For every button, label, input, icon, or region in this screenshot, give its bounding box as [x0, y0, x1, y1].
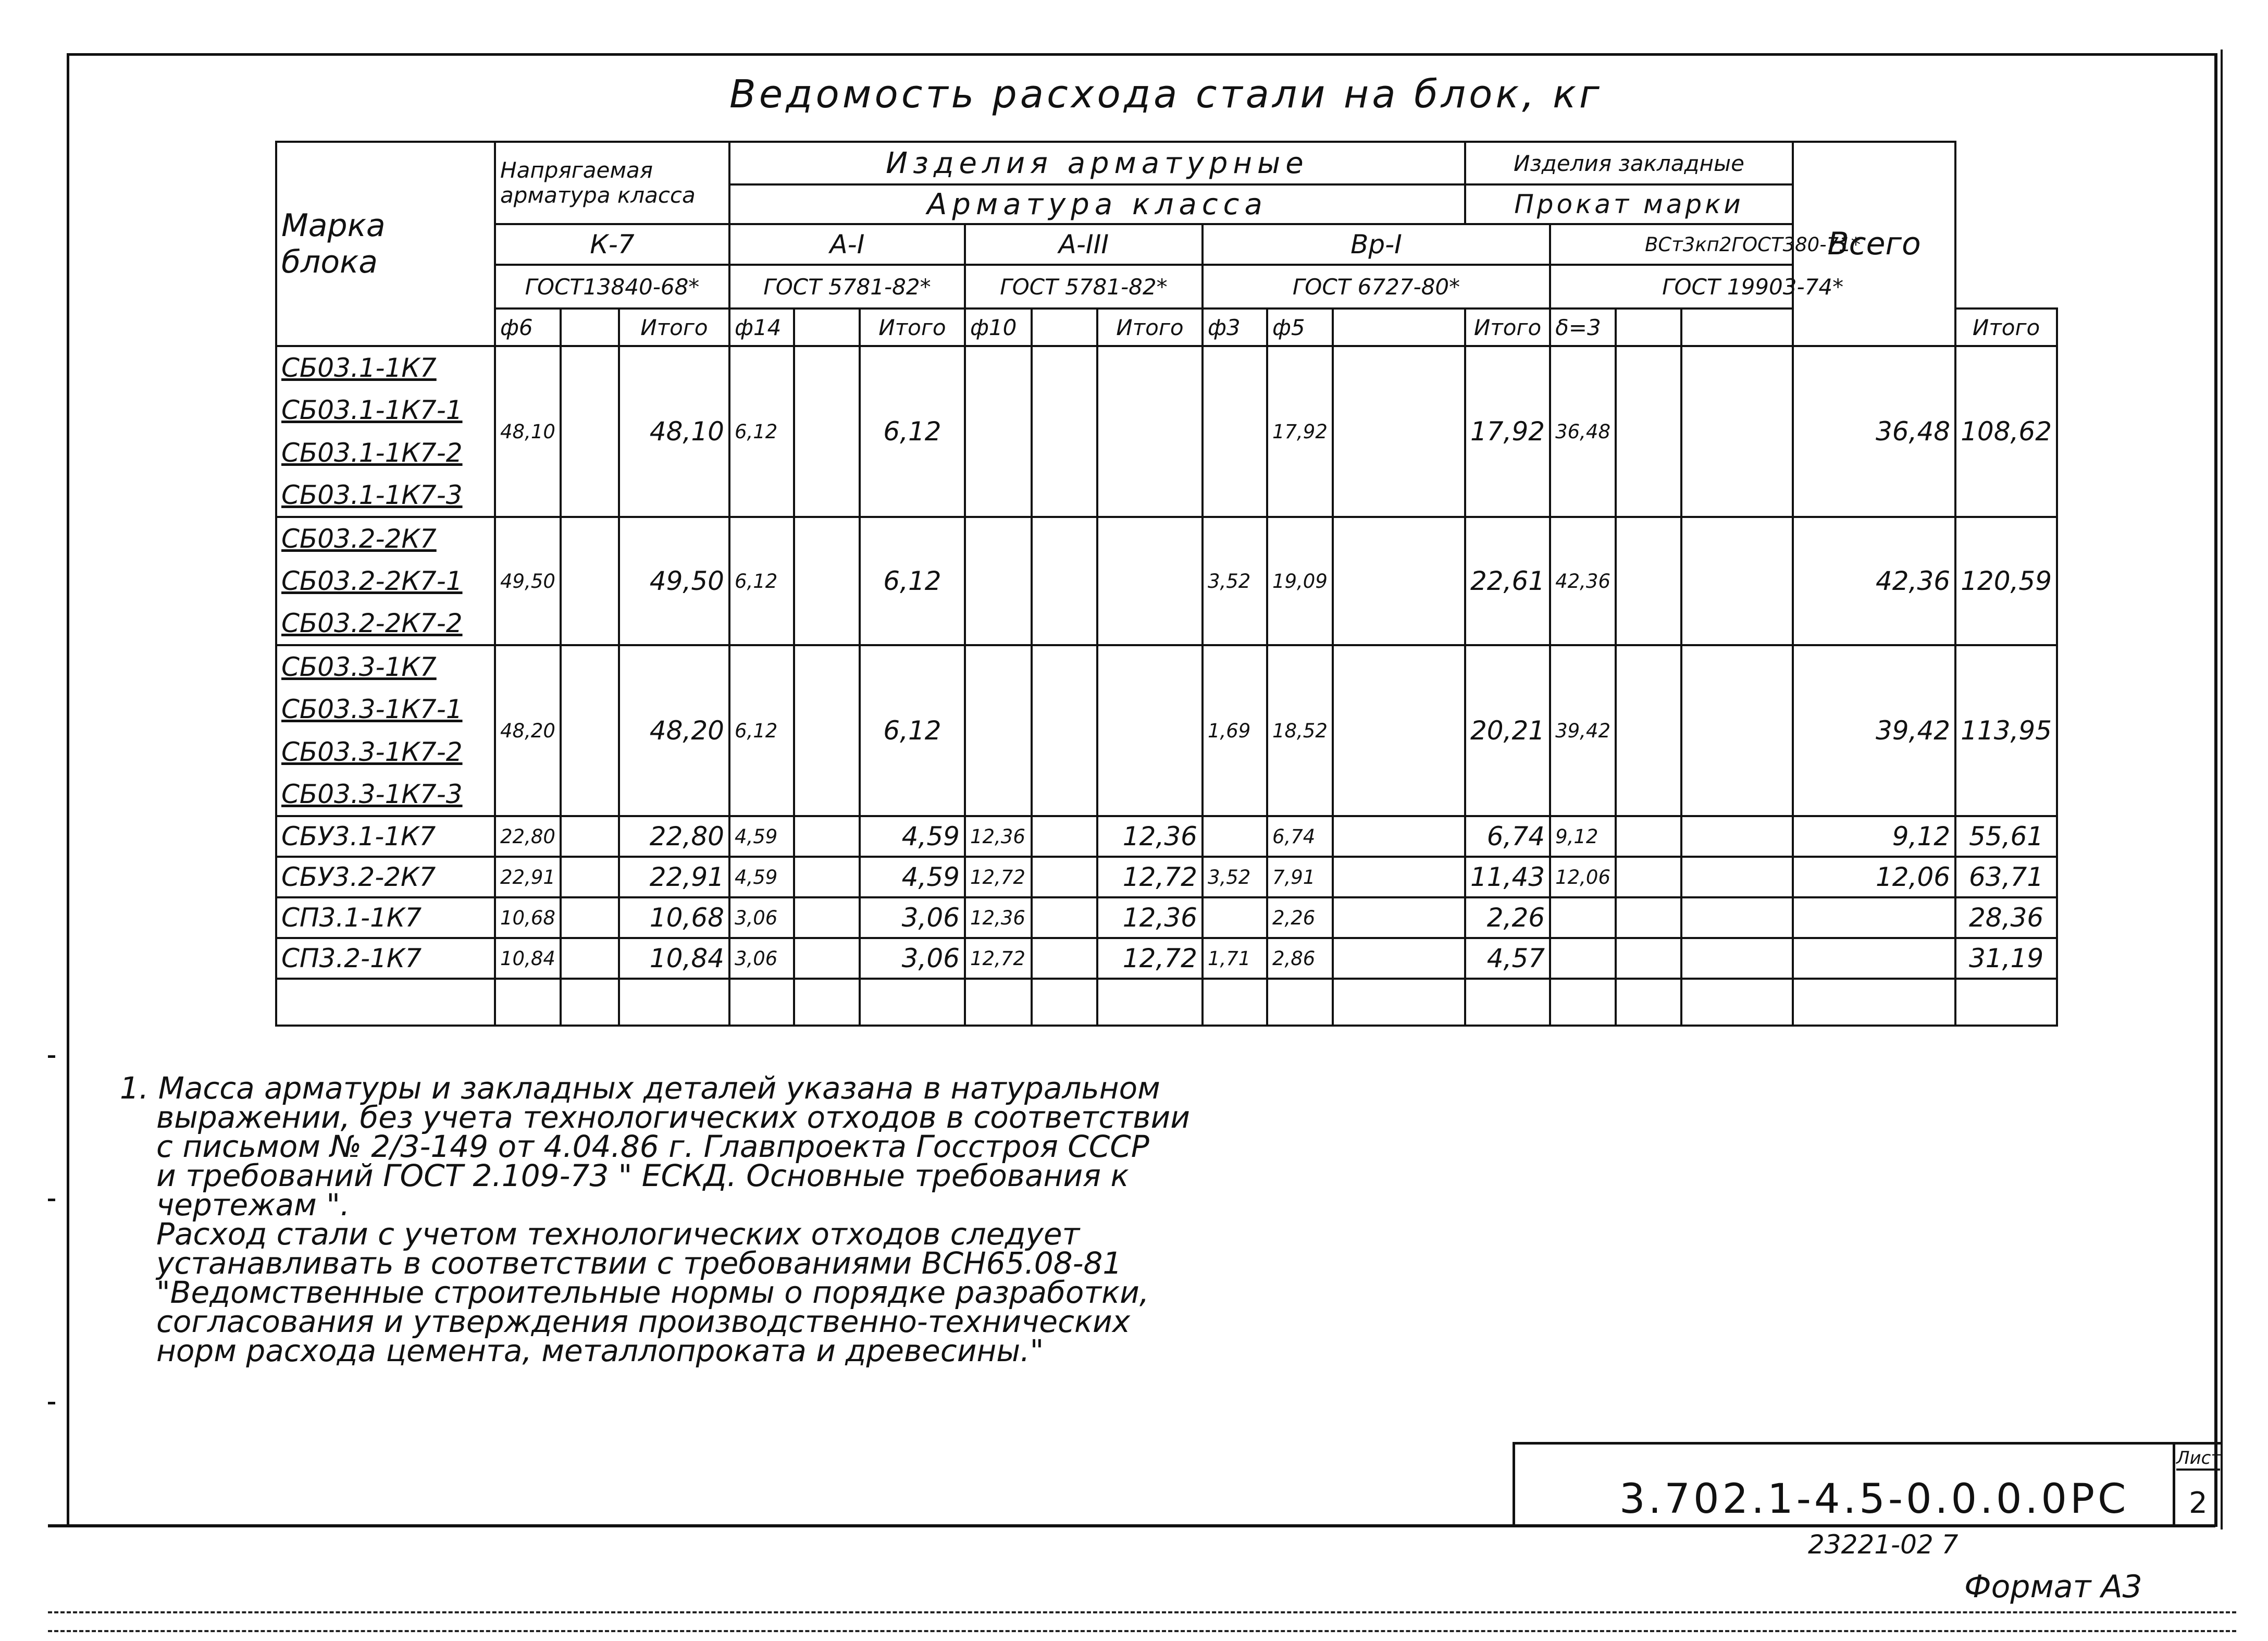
sheet-number-box: [2173, 1442, 2221, 1527]
cell-k7-itogo: 22,91: [619, 857, 729, 897]
col-header-gost-a3: ГОСТ 5781-82*: [965, 265, 1203, 309]
cell-k7: 48,20: [495, 645, 561, 816]
cell-bp3: [1203, 897, 1267, 938]
col-header-itogo: Итого: [1955, 309, 2057, 346]
block-mark: СБ03.3-1К7: [276, 645, 495, 688]
block-mark: СБ03.2-2К7-1: [276, 560, 495, 602]
col-header-izd-zakl: Изделия закладные: [1465, 142, 1793, 184]
inventory-number: 23221-02 7: [1808, 1529, 1959, 1560]
margin-tick: [48, 1199, 55, 1201]
cell-bp-itogo: 4,57: [1465, 938, 1550, 979]
col-header-a1: А-I: [729, 224, 965, 265]
note-line: норм расхода цемента, металлопроката и древесины.": [156, 1333, 1044, 1368]
col-header-gost-a1: ГОСТ 5781-82*: [729, 265, 965, 309]
col-header-d14: ф14: [729, 309, 794, 346]
cell-a3-itogo: [1097, 645, 1203, 816]
cell-a3-itogo: 12,36: [1097, 897, 1203, 938]
col-header-gost-z: ГОСТ 19903-74*: [1550, 265, 1955, 309]
cell-a1: 6,12: [729, 645, 794, 816]
cell-k7: 22,80: [495, 816, 561, 857]
block-mark: СБУ3.1-1К7: [276, 816, 495, 857]
cell-bp5: 17,92: [1267, 346, 1333, 517]
cell-zakl: 9,12: [1550, 816, 1616, 857]
block-mark: СБ03.1-1К7-1: [276, 389, 495, 431]
document-code: 3.702.1-4.5-0.0.0.0РС: [1619, 1476, 2129, 1523]
title-block: [1513, 1442, 2175, 1527]
cell-bp5: 6,74: [1267, 816, 1333, 857]
cell-bp3: 1,71: [1203, 938, 1267, 979]
block-mark: СБ03.3-1К7-2: [276, 731, 495, 773]
note-line: выражении, без учета технологических отходов в соответствии: [156, 1100, 1190, 1135]
cell-zakl-itogo: [1793, 897, 1955, 938]
cell-a1-itogo: 4,59: [860, 816, 965, 857]
cell-total: 63,71: [1955, 857, 2057, 897]
cell-bp3: 3,52: [1203, 857, 1267, 897]
block-mark: СП3.1-1К7: [276, 897, 495, 938]
col-header-a3: А-III: [965, 224, 1203, 265]
col-header-itogo: Итого: [1465, 309, 1550, 346]
col-header-arm-klassa: Арматура класса: [729, 184, 1465, 224]
cell-a1-itogo: 6,12: [860, 517, 965, 645]
col-header-vst: ВСт3кп2ГОСТ380-71*: [1550, 224, 1955, 265]
cell-bp3: [1203, 346, 1267, 517]
cell-a3: 12,72: [965, 938, 1032, 979]
cell-total: 108,62: [1955, 346, 2057, 517]
format-label: Формат А3: [1964, 1569, 2142, 1605]
cell-k7-itogo: 10,68: [619, 897, 729, 938]
cell-a1: 4,59: [729, 857, 794, 897]
cell-bp-itogo: 6,74: [1465, 816, 1550, 857]
cell-bp5: 19,09: [1267, 517, 1333, 645]
cell-a3-itogo: 12,72: [1097, 857, 1203, 897]
cell-zakl: 12,06: [1550, 857, 1616, 897]
cell-bp-itogo: 11,43: [1465, 857, 1550, 897]
block-mark: СП3.2-1К7: [276, 938, 495, 979]
cell-a3: [965, 346, 1032, 517]
cell-total: 113,95: [1955, 645, 2057, 816]
block-mark: СБ03.2-2К7-2: [276, 602, 495, 645]
col-header-itogo: Итого: [860, 309, 965, 346]
cell-a3: 12,36: [965, 816, 1032, 857]
col-header-d6: ф6: [495, 309, 561, 346]
cell-a1-itogo: 3,06: [860, 897, 965, 938]
block-mark: СБ03.1-1К7: [276, 346, 495, 389]
col-header-d3: ф3: [1203, 309, 1267, 346]
note-line: "Ведомственные строительные нормы о порядке разработки,: [156, 1275, 1149, 1310]
page-title: Ведомость расхода стали на блок, кг: [729, 72, 1603, 117]
cell-a1: 3,06: [729, 897, 794, 938]
margin-tick: [48, 1402, 55, 1404]
cell-a3-itogo: 12,72: [1097, 938, 1203, 979]
cell-bp5: 18,52: [1267, 645, 1333, 816]
note-line: Расход стали с учетом технологических отходов следует: [156, 1216, 1080, 1252]
cell-a1: 6,12: [729, 517, 794, 645]
cell-a1: 6,12: [729, 346, 794, 517]
col-header-k7: К-7: [495, 224, 729, 265]
cell-zakl-itogo: 12,06: [1793, 857, 1955, 897]
cell-a3: [965, 645, 1032, 816]
cut-line: [48, 1611, 2236, 1613]
cell-total: 55,61: [1955, 816, 2057, 857]
cell-bp-itogo: 2,26: [1465, 897, 1550, 938]
note-line: и требований ГОСТ 2.109-73 " ЕСКД. Основные требования к: [156, 1158, 1129, 1193]
sheet-number: 2: [2189, 1486, 2208, 1520]
block-mark: СБ03.2-2К7: [276, 517, 495, 560]
cell-bp3: [1203, 816, 1267, 857]
cell-total: 28,36: [1955, 897, 2057, 938]
col-header-itogo: Итого: [619, 309, 729, 346]
cell-a1-itogo: 3,06: [860, 938, 965, 979]
block-mark: СБ03.1-1К7-2: [276, 431, 495, 474]
cell-bp3: 1,69: [1203, 645, 1267, 816]
col-header-izd-arm: Изделия арматурные: [729, 142, 1465, 184]
cell-a1: 4,59: [729, 816, 794, 857]
cell-a3: 12,72: [965, 857, 1032, 897]
empty-row-cell: [276, 979, 495, 1026]
cell-k7: 10,84: [495, 938, 561, 979]
cell-zakl: 36,48: [1550, 346, 1616, 517]
col-header-napr: Напрягаемая арматура класса: [495, 142, 729, 224]
col-header-t3: δ=3: [1550, 309, 1616, 346]
cell-k7-itogo: 10,84: [619, 938, 729, 979]
margin-tick: [48, 1055, 55, 1058]
block-mark: СБУ3.2-2К7: [276, 857, 495, 897]
note-line: 1. Масса арматуры и закладных деталей указана в натуральном: [120, 1070, 1160, 1106]
note-line: устанавливать в соответствии с требованиями ВСН65.08-81: [156, 1245, 1122, 1281]
notes-block: [120, 1070, 1396, 1368]
sheet-edge-line: [2221, 50, 2223, 1529]
block-mark: СБ03.3-1К7-1: [276, 688, 495, 731]
cell-zakl: [1550, 897, 1616, 938]
note-line: чертежам ".: [156, 1187, 350, 1223]
cell-bp-itogo: 20,21: [1465, 645, 1550, 816]
cell-zakl-itogo: [1793, 938, 1955, 979]
cell-zakl-itogo: 36,48: [1793, 346, 1955, 517]
cell-k7-itogo: 22,80: [619, 816, 729, 857]
cell-k7-itogo: 48,10: [619, 346, 729, 517]
col-header-vsego: Всего: [1793, 142, 1955, 346]
cell-k7: 49,50: [495, 517, 561, 645]
cell-bp-itogo: 22,61: [1465, 517, 1550, 645]
cell-a1-itogo: 6,12: [860, 346, 965, 517]
cell-k7-itogo: 49,50: [619, 517, 729, 645]
cell-k7-itogo: 48,20: [619, 645, 729, 816]
col-header-d5: ф5: [1267, 309, 1333, 346]
cell-a1: 3,06: [729, 938, 794, 979]
col-header-prokat: Прокат марки: [1465, 184, 1793, 224]
cell-a3-itogo: [1097, 517, 1203, 645]
sheet-label: Лист: [2176, 1448, 2220, 1471]
cell-a3: 12,36: [965, 897, 1032, 938]
block-mark: СБ03.1-1К7-3: [276, 474, 495, 517]
col-header-gost-k7: ГОСТ13840-68*: [495, 265, 729, 309]
cell-zakl-itogo: 42,36: [1793, 517, 1955, 645]
cell-total: 120,59: [1955, 517, 2057, 645]
cell-bp3: 3,52: [1203, 517, 1267, 645]
cell-a3: [965, 517, 1032, 645]
steel-consumption-table: [275, 141, 2058, 1027]
cell-k7: 48,10: [495, 346, 561, 517]
cell-zakl-itogo: 9,12: [1793, 816, 1955, 857]
col-header-marka: Марка блока: [276, 142, 495, 346]
cell-bp5: 7,91: [1267, 857, 1333, 897]
col-header-bp1: Вр-I: [1203, 224, 1550, 265]
cell-bp5: 2,86: [1267, 938, 1333, 979]
cell-total: 31,19: [1955, 938, 2057, 979]
cell-a3-itogo: 12,36: [1097, 816, 1203, 857]
cell-zakl-itogo: 39,42: [1793, 645, 1955, 816]
cell-zakl: 42,36: [1550, 517, 1616, 645]
block-mark: СБ03.3-1К7-3: [276, 773, 495, 816]
note-line: согласования и утверждения производственно-технических: [156, 1304, 1131, 1339]
col-header-itogo: Итого: [1097, 309, 1203, 346]
col-header-gost-bp: ГОСТ 6727-80*: [1203, 265, 1550, 309]
cell-k7: 22,91: [495, 857, 561, 897]
note-line: с письмом № 2/3-149 от 4.04.86 г. Главпроекта Госстроя СССР: [156, 1129, 1149, 1164]
col-header-d10: ф10: [965, 309, 1032, 346]
cell-k7: 10,68: [495, 897, 561, 938]
cell-a1-itogo: 4,59: [860, 857, 965, 897]
cell-bp-itogo: 17,92: [1465, 346, 1550, 517]
cell-bp5: 2,26: [1267, 897, 1333, 938]
cut-line: [48, 1630, 2236, 1632]
cell-zakl: [1550, 938, 1616, 979]
cell-a3-itogo: [1097, 346, 1203, 517]
cell-zakl: 39,42: [1550, 645, 1616, 816]
cell-a1-itogo: 6,12: [860, 645, 965, 816]
